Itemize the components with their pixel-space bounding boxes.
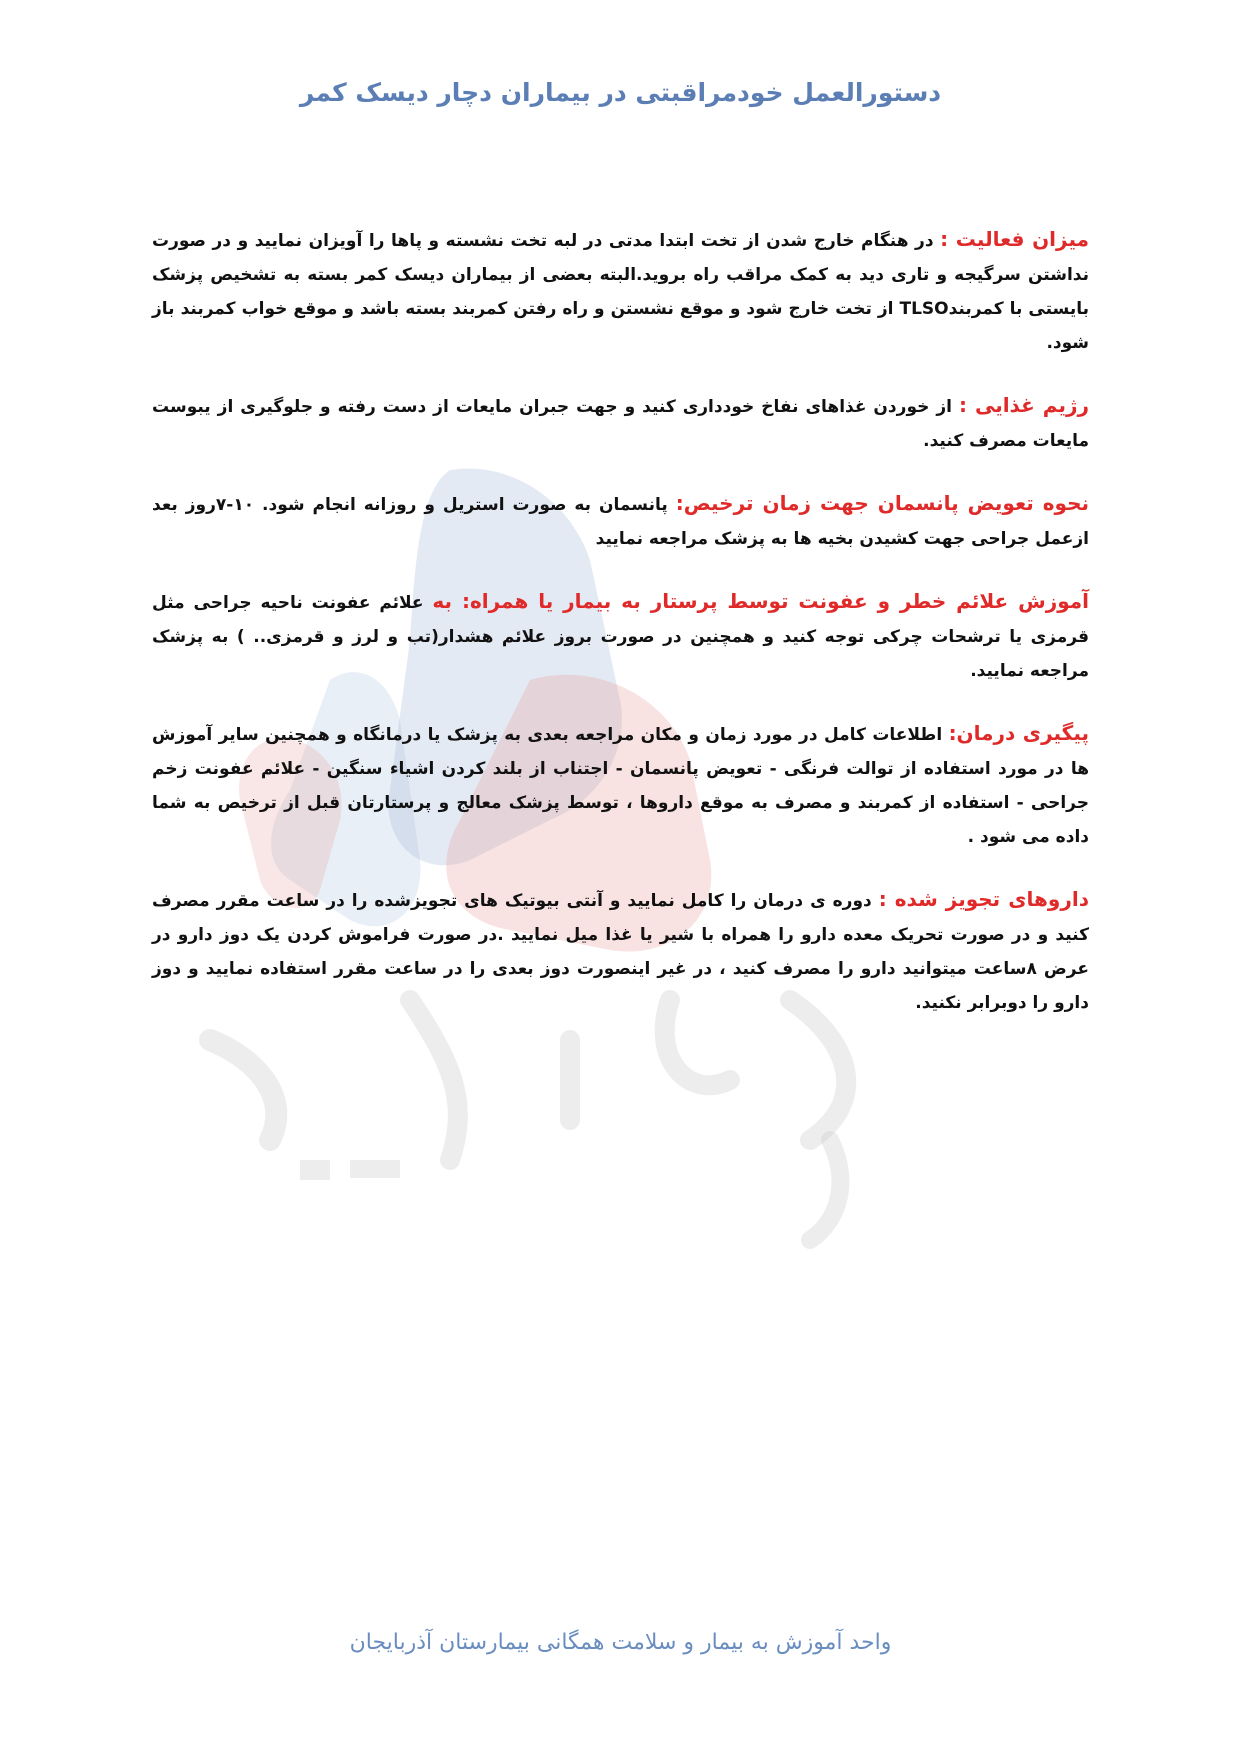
document-body bbox=[152, 222, 1089, 1048]
section-heading: آموزش علائم خطر و عفونت توسط پرستار به بیمار یا همراه: به bbox=[432, 589, 1089, 613]
section-follow-up bbox=[152, 716, 1089, 854]
section-heading: نحوه تعویض پانسمان جهت زمان ترخیص: bbox=[675, 491, 1090, 515]
section-diet bbox=[152, 388, 1089, 458]
section-warning-signs bbox=[152, 584, 1089, 688]
section-text: علائم عفونت ناحیه جراحی مثل قرمزی یا ترشحات چرکی توجه کنید و همچنین در صورت بروز علائم هشدار(تب و لرز و قرمزی.. ) به پزشک مراجعه نمایید. bbox=[152, 593, 1089, 681]
section-text: از خوردن غذاهای نفاخ خودداری کنید و جهت جبران مایعات از دست رفته و جلوگیری از یبوست مایعات مصرف کنید. bbox=[152, 397, 1089, 451]
section-heading: داروهای تجویز شده : bbox=[878, 887, 1089, 911]
document-footer: واحد آموزش به بیمار و سلامت همگانی بیمارستان آذربایجان bbox=[349, 1630, 892, 1655]
section-heading: رژیم غذایی : bbox=[958, 393, 1090, 417]
section-activity bbox=[152, 222, 1089, 360]
section-heading: میزان فعالیت : bbox=[940, 227, 1090, 251]
section-dressing bbox=[152, 486, 1089, 556]
section-text: در هنگام خارج شدن از تخت ابتدا مدتی در لبه تخت نشسته و پاها را آویزان نمایید و در صورت نداشتن سرگیجه و تاری دید به کمک مراقب راه بروید.البته بعضی از بیماران دیسک کمر بسته به تشخیص پزشک بایستی با کمربندTLSO از تخت خارج شود و موقع نشستن و راه رفتن کمربند بسته باشد و موقع خواب کمربند باز شود. bbox=[152, 231, 1089, 353]
section-text: اطلاعات کامل در مورد زمان و مکان مراجعه بعدی به پزشک یا درمانگاه و همچنین سایر آموزش ها در مورد استفاده از توالت فرنگی - تعویض پانسمان - اجتناب از بلند کردن اشیاء سنگین - علائم عفونت زخم جراحی - استفاده از کمربند و مصرف به موقع داروها ، توسط پزشک معالج و پرستارتان قبل از ترخیص به شما داده می شود . bbox=[152, 725, 1089, 847]
section-text: پانسمان به صورت استریل و روزانه انجام شود. ۱۰-۷روز بعد ازعمل جراحی جهت کشیدن بخیه ها به پزشک مراجعه نمایید bbox=[152, 495, 1089, 549]
section-medications bbox=[152, 882, 1089, 1020]
document-title: دستورالعمل خودمراقبتی در بیماران دچار دیسک کمر bbox=[299, 78, 942, 107]
section-text: دوره ی درمان را کامل نمایید و آنتی بیوتیک های تجویزشده را در ساعت مقرر مصرف کنید و در صورت تحریک معده دارو را همراه با شیر یا غذا میل نمایید .در صورت فراموش کردن یک دوز دارو در عرض ۸ساعت میتوانید دارو را مصرف کنید ، در غیر اینصورت دوز بعدی را در ساعت مقرر استفاده نمایید و دوز دارو را دوبرابر نکنید. bbox=[152, 891, 1089, 1013]
section-heading: پیگیری درمان: bbox=[948, 721, 1089, 745]
